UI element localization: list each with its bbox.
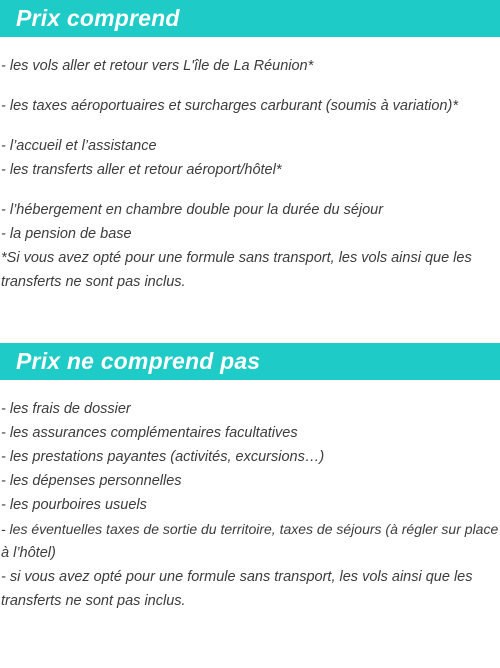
- list-item: - les pourboires usuels: [1, 497, 147, 513]
- list-item: - les transferts aller et retour aéroport/hôtel*: [1, 162, 282, 178]
- list-item: - les éventuelles taxes de sortie du territoire, taxes de séjours (à régler sur place: [1, 521, 499, 537]
- list-item: - les assurances complémentaires facultatives: [1, 425, 298, 441]
- list-item: - les vols aller et retour vers L'île de La Réunion*: [1, 58, 314, 74]
- list-item-continuation: à l’hôtel): [1, 545, 56, 561]
- list-item: - les taxes aéroportuaires et surcharges carburant (soumis à variation)*: [1, 98, 458, 114]
- section-title-included: Prix comprend: [16, 5, 180, 31]
- footnote-line: *Si vous avez opté pour une formule sans transport, les vols ainsi que les: [1, 250, 472, 266]
- list-item: - si vous avez opté pour une formule sans transport, les vols ainsi que les: [1, 569, 473, 585]
- list-item: - l’hébergement en chambre double pour la durée du séjour: [1, 202, 384, 218]
- section-header-included: [0, 0, 500, 37]
- list-item: - les dépenses personnelles: [1, 473, 182, 489]
- list-item-continuation: transferts ne sont pas inclus.: [1, 593, 186, 609]
- section-title-excluded: Prix ne comprend pas: [16, 348, 261, 374]
- footnote-line: transferts ne sont pas inclus.: [1, 274, 186, 290]
- list-item: - l’accueil et l’assistance: [1, 138, 157, 154]
- section-header-excluded: [0, 343, 500, 380]
- list-item: - la pension de base: [1, 226, 132, 242]
- list-item: - les prestations payantes (activités, excursions…): [1, 449, 325, 465]
- list-item: - les frais de dossier: [1, 401, 131, 417]
